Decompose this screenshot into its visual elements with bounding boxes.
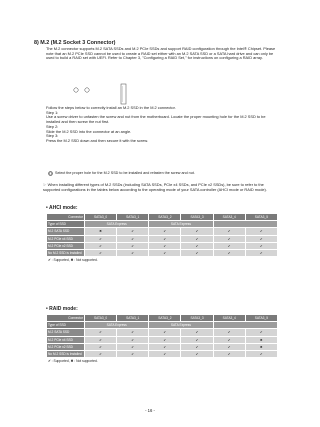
- m2-slot-icon: [121, 84, 126, 104]
- table-cell: ✔: [117, 350, 149, 357]
- table-cell: ✔: [149, 235, 181, 242]
- table-row: [47, 336, 278, 343]
- column-header: SATA3_5: [245, 315, 277, 322]
- row-label: No M.2 SSD is Installed: [47, 249, 85, 256]
- table-cell: ✔: [213, 329, 245, 336]
- table-cell: ✔: [117, 235, 149, 242]
- table-cell: ✔: [181, 329, 213, 336]
- column-header: SATA3_3: [181, 315, 213, 322]
- table-cell: ✔: [149, 228, 181, 235]
- connector-header: Connector: [47, 214, 85, 221]
- table-cell: ✔: [149, 249, 181, 256]
- mounting-hole-icon: [74, 88, 78, 92]
- page-number: - 16 -: [145, 408, 155, 413]
- raid-legend: ✔ : Supported, ✖ : Not supported.: [48, 359, 98, 363]
- step-line: Slide the M.2 SSD into the connector at an angle.: [46, 128, 132, 134]
- table-cell: ✔: [85, 329, 117, 336]
- step-line: Use a screw driver to unfasten the screw and nut from the motherboard. Locate the proper mounting hole for the M.2 SSD to be installed and then screw the nut first.: [46, 114, 266, 125]
- table-row: [47, 343, 278, 350]
- table-row: [47, 329, 278, 336]
- table-cell: ✔: [85, 336, 117, 343]
- table-cell: ✔: [117, 329, 149, 336]
- group-label-empty: [213, 221, 277, 228]
- column-header: SATA3_5: [245, 214, 277, 221]
- table-cell: ✔: [213, 228, 245, 235]
- table-cell: ✔: [85, 350, 117, 357]
- pointer-icon: ☞: [43, 182, 48, 187]
- table-group-row: [47, 322, 278, 329]
- table-cell: ✔: [245, 242, 277, 249]
- table-cell: ✔: [149, 343, 181, 350]
- intro-paragraph: The M.2 connector supports M.2 SATA SSDs and M.2 PCIe SSDs and support RAID configuration through the Intel® Chipset. Please note that an M.2 PCIe SSD cannot be used to create a RAID set either with an M.2 SATA SSD or a SATA hard drive and can only be used to build a RAID set with UEFI. Refer to Chapter 3, "Configuring a RAID Set," for instructions on configuring a RAID array.: [46, 46, 276, 61]
- connector-header: Connector: [47, 315, 85, 322]
- ahci-table: [46, 213, 278, 257]
- section-title: 8) M.2 (M.2 Socket 3 Connector): [34, 40, 116, 46]
- group-label: SATA Express: [149, 322, 213, 329]
- table-cell: ✔: [117, 249, 149, 256]
- step-line: Follow the steps below to correctly install an M.2 SSD in the M.2 connector.: [46, 105, 176, 110]
- table-cell: ✔: [117, 343, 149, 350]
- table-row: [47, 242, 278, 249]
- group-label-empty: [213, 322, 277, 329]
- table-cell: ✔: [181, 350, 213, 357]
- table-cell: ✔: [213, 242, 245, 249]
- install-types-note: [43, 183, 279, 192]
- step-line: Step 3:: [46, 133, 59, 139]
- group-label: SATA Express: [85, 221, 149, 228]
- table-cell: ✔: [213, 343, 245, 350]
- row-label: M.2 PCIe x2 SSD: [47, 242, 85, 249]
- table-group-row: [47, 221, 278, 228]
- table-row: [47, 235, 278, 242]
- install-types-text: When installing different types of M.2 SSDs (including SATA SSDs, PCIe x4 SSDs, and PCIe x2 SSDs), be sure to refer to the supported configurations in the tables below according to the operating mode of your SATA controller (AHCI mode or RAID mode).: [43, 182, 267, 192]
- table-cell: ✔: [245, 329, 277, 336]
- table-cell: ✔: [245, 235, 277, 242]
- table-cell: ✖: [245, 336, 277, 343]
- column-header: SATA3_2: [149, 214, 181, 221]
- table-cell: ✔: [85, 249, 117, 256]
- table-cell: ✔: [181, 343, 213, 350]
- group-label: SATA Express: [85, 322, 149, 329]
- table-cell: ✔: [149, 350, 181, 357]
- raid-table: [46, 314, 278, 358]
- type-header: Type of SSD: [47, 322, 85, 329]
- table-cell: ✔: [181, 242, 213, 249]
- row-label: M.2 PCIe x4 SSD: [47, 336, 85, 343]
- table-row: [47, 350, 278, 357]
- column-header: SATA3_4: [213, 315, 245, 322]
- column-header: SATA3_2: [149, 315, 181, 322]
- row-label: M.2 PCIe x4 SSD: [47, 235, 85, 242]
- column-header: SATA3_4: [213, 214, 245, 221]
- step-line: Step 1:: [46, 109, 59, 115]
- table-cell: ✔: [117, 242, 149, 249]
- column-header: SATA3_0: [85, 214, 117, 221]
- table-cell: ✔: [85, 242, 117, 249]
- step-line: Step 2:: [46, 123, 59, 129]
- type-header: Type of SSD: [47, 221, 85, 228]
- column-header: SATA3_0: [85, 315, 117, 322]
- table-cell: ✔: [245, 228, 277, 235]
- m2-connector-diagram: [70, 82, 130, 106]
- table-cell: ✔: [85, 343, 117, 350]
- table-cell: ✖: [85, 228, 117, 235]
- install-steps: [46, 106, 276, 144]
- raid-title-text: RAID mode:: [49, 306, 78, 312]
- raid-title: • RAID mode:: [46, 306, 78, 312]
- table-cell: ✔: [181, 228, 213, 235]
- table-cell: ✔: [213, 235, 245, 242]
- table-cell: ✔: [149, 336, 181, 343]
- ahci-title-text: AHCI mode:: [48, 205, 78, 211]
- table-cell: ✔: [213, 336, 245, 343]
- table-cell: ✔: [213, 350, 245, 357]
- column-header: SATA3_1: [117, 214, 149, 221]
- table-cell: ✔: [117, 228, 149, 235]
- table-header-row: [47, 214, 278, 221]
- table-cell: ✔: [181, 235, 213, 242]
- table-cell: ✔: [85, 235, 117, 242]
- table-cell: ✔: [149, 242, 181, 249]
- mounting-hole-icon: [85, 88, 89, 92]
- table-cell: ✔: [181, 249, 213, 256]
- table-cell: ✔: [117, 336, 149, 343]
- table-cell: ✔: [181, 336, 213, 343]
- row-label: M.2 PCIe x2 SSD: [47, 343, 85, 350]
- ahci-legend: ✔ : Supported, ✖ : Not supported.: [48, 258, 98, 262]
- table-cell: ✔: [149, 329, 181, 336]
- ahci-title: • AHCI mode:: [46, 205, 78, 211]
- group-label: SATA Express: [149, 221, 213, 228]
- table-header-row: [47, 315, 278, 322]
- select-hole-note: Select the proper hole for the M.2 SSD to be installed and refasten the screw and nut.: [55, 171, 195, 175]
- table-row: [47, 249, 278, 256]
- row-label: M.2 SATA SSD: [47, 228, 85, 235]
- row-label: No M.2 SSD is Installed: [47, 350, 85, 357]
- table-cell: ✔: [245, 249, 277, 256]
- step-line: Press the M.2 SSD down and then secure it with the screw.: [46, 137, 149, 143]
- column-header: SATA3_1: [117, 315, 149, 322]
- table-cell: ✔: [213, 249, 245, 256]
- row-label: M.2 SATA SSD: [47, 329, 85, 336]
- table-row: [47, 228, 278, 235]
- column-header: SATA3_3: [181, 214, 213, 221]
- table-cell: ✖: [245, 343, 277, 350]
- note-icon: [48, 171, 53, 176]
- table-cell: ✔: [245, 350, 277, 357]
